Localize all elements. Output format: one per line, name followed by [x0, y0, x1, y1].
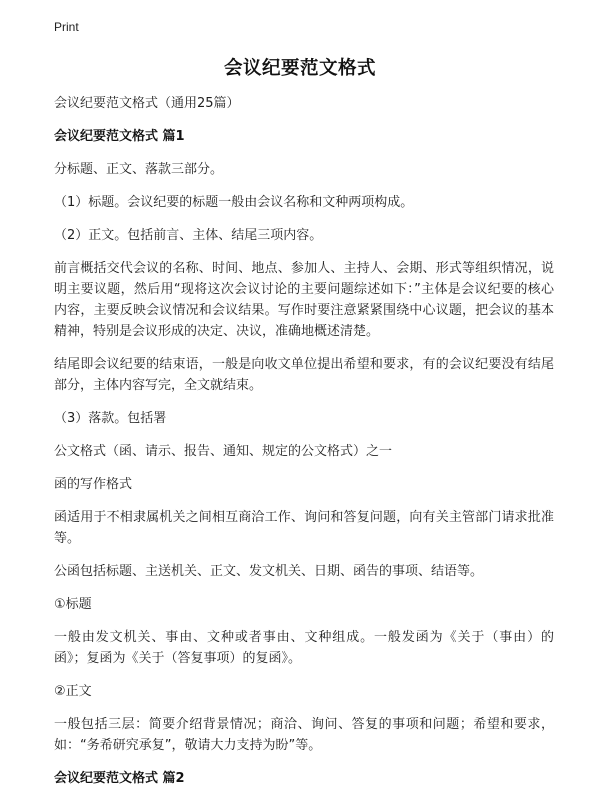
body-paragraph: 公文格式（函、请示、报告、通知、规定的公文格式）之一 — [54, 444, 393, 459]
body-paragraph: ②正文 — [54, 684, 92, 699]
body-paragraph: ①标题 — [54, 597, 92, 612]
body-paragraph: 分标题、正文、落款三部分。 — [54, 162, 224, 177]
body-paragraph: 前言概括交代会议的名称、时间、地点、参加人、主持人、会期、形式等组织情况，说明主要议题，然后用“现将这次会议讨论的主要问题综述如下：”主体是会议纪要的核心内容，主要反映会议情况和会议结果。写作时要注意紧紧围绕中心议题，把会议的基本精神，特别是会议形成的决定、决议，准确地概述清楚。 — [54, 261, 554, 339]
print-label[interactable]: Print — [54, 20, 79, 34]
section-heading-1: 会议纪要范文格式 篇1 — [54, 129, 185, 144]
body-paragraph: 一般包括三层：简要介绍背景情况；商洽、询问、答复的事项和问题；希望和要求，如：“务希研究承复”，敬请大力支持为盼”等。 — [54, 717, 554, 753]
body-paragraph: 函的写作格式 — [54, 477, 133, 492]
body-paragraph: 公函包括标题、主送机关、正文、发文机关、日期、函告的事项、结语等。 — [54, 564, 484, 579]
body-paragraph: 结尾即会议纪要的结束语，一般是向收文单位提出希望和要求，有的会议纪要没有结尾部分，主体内容写完，全文就结束。 — [54, 357, 554, 393]
body-paragraph: （2）正文。包括前言、主体、结尾三项内容。 — [54, 228, 323, 243]
document-body — [54, 93, 554, 801]
body-paragraph: 一般由发文机关、事由、文种或者事由、文种组成。一般发函为《关于（事由）的函》；复函为《关于（答复事项）的复函》。 — [54, 630, 554, 666]
body-paragraph: 函适用于不相隶属机关之间相互商洽工作、询问和答复问题，向有关主管部门请求批准等。 — [54, 510, 554, 546]
subtitle-paragraph: 会议纪要范文格式（通用25篇） — [54, 96, 240, 111]
body-paragraph: （1）标题。会议纪要的标题一般由会议名称和文种两项构成。 — [54, 195, 414, 210]
section-heading-2: 会议纪要范文格式 篇2 — [54, 771, 185, 786]
body-paragraph: （3）落款。包括署 — [54, 411, 167, 426]
document-title: 会议纪要范文格式 — [223, 58, 376, 79]
